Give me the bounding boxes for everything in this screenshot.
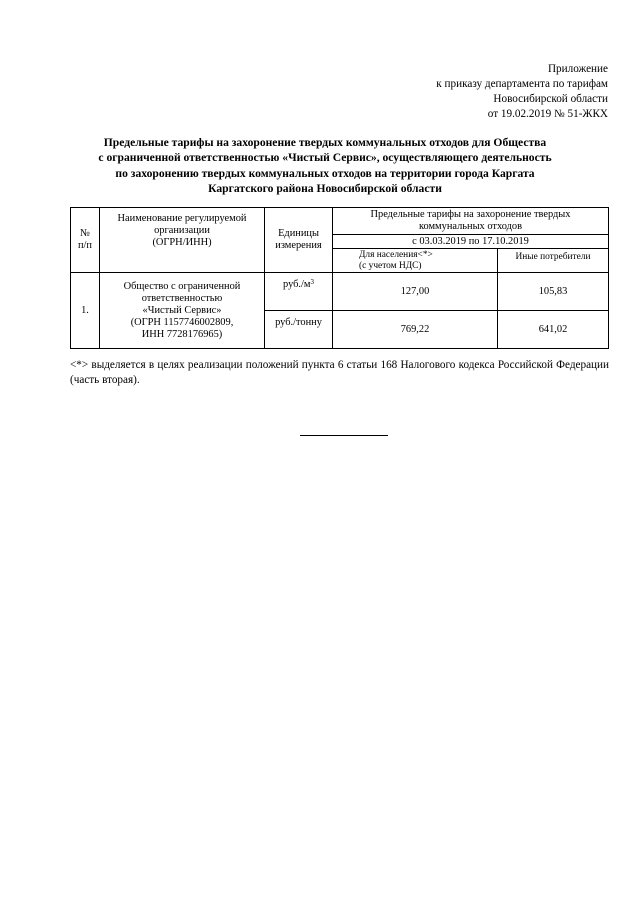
- row-population-tonne: 769,22: [333, 311, 498, 349]
- header-population-line-1: Для населения<*>: [359, 249, 433, 260]
- row-other-tonne: 641,02: [498, 311, 609, 349]
- header-org-line-2: организации: [154, 225, 210, 236]
- header-other-consumers: Иные потребители: [498, 249, 609, 273]
- header-number-line-1: №: [80, 228, 90, 239]
- title-line-1: Предельные тарифы на захоронение твердых коммунальных отходов для Общества: [103, 136, 547, 149]
- title-line-4: Каргатского района Новосибирской области: [208, 182, 442, 196]
- row-org-line-3: «Чистый Сервис»: [142, 304, 222, 316]
- row-population-cubic: 127,00: [333, 273, 498, 311]
- table-row: [71, 273, 609, 311]
- tariffs-table: [70, 207, 609, 349]
- row-org-line-5: ИНН 7728176965): [141, 328, 223, 340]
- header-tariffs-line-1: Предельные тарифы на захоронение твердых: [370, 209, 571, 220]
- header-row-1: [71, 208, 609, 235]
- end-divider: [300, 435, 388, 436]
- row-org-line-4: (ОГРН 1157746002809,: [130, 316, 234, 328]
- header-period: с 03.03.2019 по 17.10.2019: [333, 235, 609, 249]
- row-unit-cubic: [265, 273, 333, 311]
- header-org-line-1: Наименование регулируемой: [117, 213, 247, 224]
- appendix-line-1: Приложение: [547, 63, 608, 75]
- header-org-line-3: (ОГРН/ИНН): [152, 237, 212, 248]
- unit-cubic-text: руб./м: [283, 279, 311, 290]
- appendix-line-3: Новосибирской области: [493, 93, 608, 105]
- header-organization: [100, 208, 265, 273]
- title-line-3: по захоронению твердых коммунальных отходов на территории города Каргата: [115, 166, 535, 180]
- header-units-line-2: измерения: [275, 240, 322, 251]
- header-units-line-1: Единицы: [278, 228, 319, 239]
- appendix-line-4: от 19.02.2019 № 51-ЖКХ: [487, 108, 608, 120]
- header-tariffs: [333, 208, 609, 235]
- header-population: [333, 249, 498, 273]
- header-units: [265, 208, 333, 273]
- header-population-line-2: (с учетом НДС): [359, 260, 422, 271]
- footnote: <*> выделяется в целях реализации положений пункта 6 статьи 168 Налогового кодекса Российской Федерации (часть вторая).: [70, 359, 609, 387]
- row-org-line-2: ответственностью: [141, 292, 223, 304]
- row-number: 1.: [71, 273, 100, 349]
- row-other-cubic: 105,83: [498, 273, 609, 311]
- title-line-2: с ограниченной ответственностью «Чистый Сервис», осуществляющего деятельность: [98, 151, 552, 165]
- unit-cubic-superscript: 3: [310, 278, 314, 286]
- row-unit-tonne: руб./тонну: [265, 311, 333, 349]
- row-org-line-1: Общество с ограниченной: [123, 280, 241, 292]
- header-number: [71, 208, 100, 273]
- header-tariffs-line-2: коммунальных отходов: [418, 221, 523, 232]
- document-title: [60, 135, 590, 197]
- appendix-line-2: к приказу департамента по тарифам: [436, 78, 608, 90]
- row-organization: [100, 273, 265, 349]
- header-number-line-2: п/п: [77, 240, 92, 251]
- appendix-block: [436, 62, 608, 122]
